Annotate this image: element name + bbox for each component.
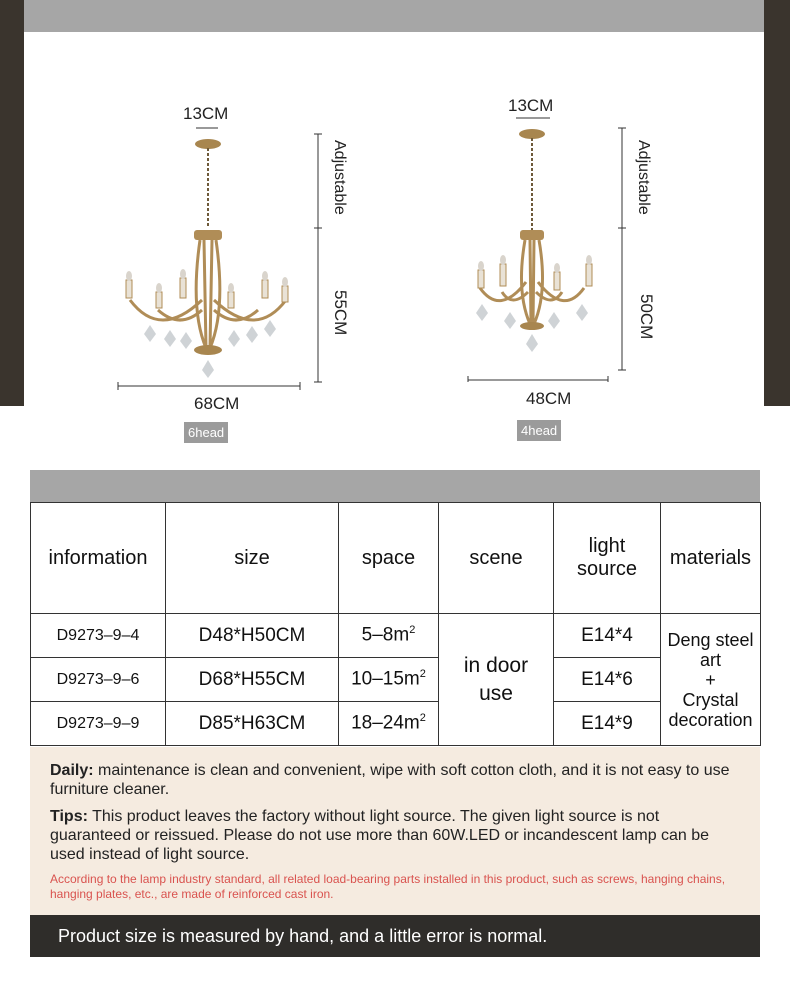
- chandelier-6head-image: [110, 120, 340, 390]
- head-count-tag: 6head: [184, 422, 228, 443]
- scene-value: in door use: [439, 614, 554, 746]
- model-code: D9273–9–4: [31, 614, 166, 658]
- header-light-source-line1: light: [588, 535, 626, 557]
- header-size: size: [166, 503, 339, 614]
- canopy-dimension-label: 13CM: [508, 96, 554, 115]
- header-light-source: [554, 503, 661, 614]
- table-header-row: [31, 503, 761, 614]
- height-dimension-label: 50CM: [637, 294, 656, 340]
- left-frame-bar: [0, 0, 24, 406]
- light-source-value: E14*9: [554, 702, 661, 746]
- footer-disclaimer: Product size is measured by hand, and a little error is normal.: [30, 915, 760, 957]
- table-header-band: [30, 470, 760, 502]
- size-value: D85*H63CM: [166, 702, 339, 746]
- chain-dimension-label: Adjustable: [635, 140, 652, 215]
- right-frame-bar: [764, 0, 790, 406]
- header-materials: materials: [661, 503, 761, 614]
- model-code: D9273–9–6: [31, 658, 166, 702]
- table-row: [31, 614, 761, 658]
- header-scene: scene: [439, 503, 554, 614]
- height-dimension-label: 55CM: [331, 290, 350, 336]
- header-information: information: [31, 503, 166, 614]
- header-light-source-line2: source: [576, 558, 638, 580]
- space-value: $5-8m^2$: [339, 614, 439, 658]
- daily-note: Daily: maintenance is clean and convenient, wipe with soft cotton cloth, and it is not easy to use furniture cleaner.: [50, 762, 730, 798]
- materials-value: Deng steel art + Crystal decoration: [661, 614, 761, 746]
- width-dimension-label: 68CM: [194, 394, 240, 413]
- model-code: D9273–9–9: [31, 702, 166, 746]
- specification-table: [30, 502, 761, 746]
- space-value: $18-24m^2$: [339, 702, 439, 746]
- care-notes-panel: [30, 747, 760, 915]
- table-row: [31, 658, 761, 702]
- chandelier-4head-image: [462, 112, 642, 382]
- table-row: [31, 702, 761, 746]
- space-value: $10-15m^2$: [339, 658, 439, 702]
- standard-note: According to the lamp industry standard, all related load-bearing parts installed in this product, such as screws, hanging chains, hanging plates, etc., are made of reinforced cast iron.: [50, 872, 726, 901]
- light-source-value: E14*6: [554, 658, 661, 702]
- canopy-dimension-label: 13CM: [183, 104, 229, 123]
- chain-dimension-label: Adjustable: [331, 140, 348, 215]
- top-frame-bar: [24, 0, 764, 32]
- width-dimension-label: 48CM: [526, 389, 572, 408]
- light-source-value: E14*4: [554, 614, 661, 658]
- size-value: D48*H50CM: [166, 614, 339, 658]
- header-space: space: [339, 503, 439, 614]
- tips-note: Tips: This product leaves the factory without light source. The given light source is not guaranteed or reissued. Please do not use more than 60W.LED or incandescent lamp can be used instead of light source.: [50, 808, 710, 863]
- size-value: D68*H55CM: [166, 658, 339, 702]
- head-count-tag: 4head: [517, 420, 561, 441]
